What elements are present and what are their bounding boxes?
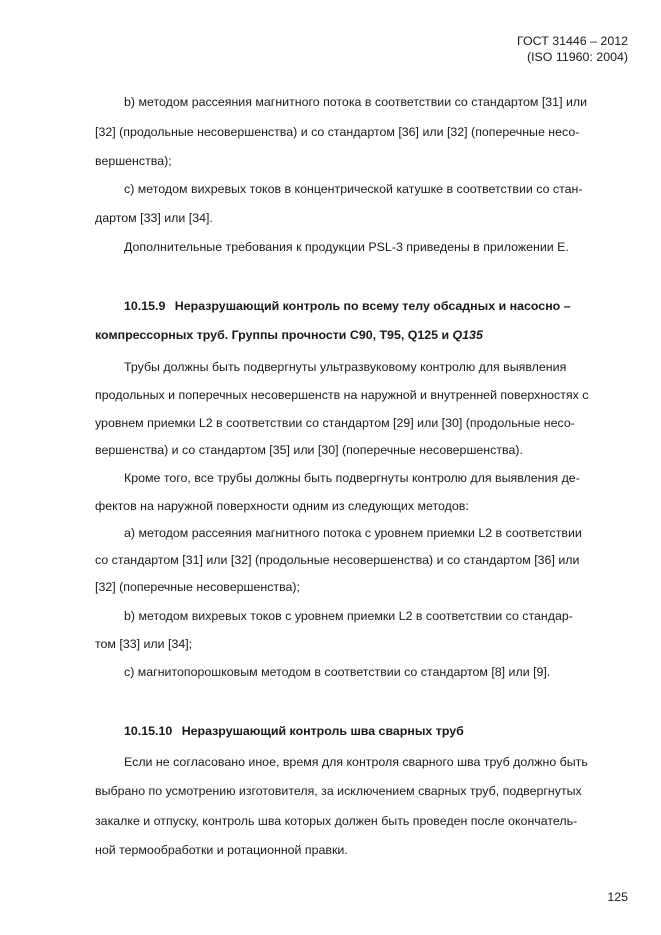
section-heading-10-15-9	[124, 299, 571, 313]
text-line: Кроме того, все трубы должны быть подвергнуты контролю для выявления де-	[124, 471, 580, 485]
text-line: выбрано по усмотрению изготовителя, за исключением сварных труб, подвергнутых	[95, 784, 582, 798]
section-heading-10-15-9-cont	[95, 328, 483, 342]
section-title-italic: Q135	[452, 328, 483, 342]
section-number: 10.15.9	[124, 299, 166, 313]
text-line: Если не согласовано иное, время для контроля сварного шва труб должно быть	[124, 755, 588, 769]
list-item-c: с) магнитопорошковым методом в соответствии со стандартом [8] или [9].	[124, 665, 551, 679]
text-line: том [33] или [34];	[95, 637, 193, 651]
text-line: Дополнительные требования к продукции PSL-3 приведены в приложении Е.	[124, 240, 569, 254]
text-line: [32] (продольные несовершенства) и со стандартом [36] или [32] (поперечные несо-	[95, 125, 580, 139]
section-title: Неразрушающий контроль шва сварных труб	[181, 724, 464, 738]
section-title: Неразрушающий контроль по всему телу обсадных и насосно –	[174, 299, 571, 313]
text-line: уровнем приемки L2 в соответствии со стандартом [29] или [30] (продольные несо-	[95, 416, 575, 430]
text-line: вершенства);	[95, 154, 172, 168]
section-title: компрессорных труб. Группы прочности С90, Т95, Q125 и	[95, 328, 453, 342]
standard-code: ГОСТ 31446 – 2012	[517, 34, 628, 48]
list-item-b: b) методом вихревых токов с уровнем приемки L2 в соответствии со стандар-	[124, 609, 573, 623]
document-header	[517, 33, 628, 65]
iso-reference: (ISO 11960: 2004)	[526, 50, 628, 64]
text-line: закалке и отпуску, контроль шва которых должен быть проведен после окончатель-	[95, 814, 578, 828]
text-line: Трубы должны быть подвергнуты ультразвуковому контролю для выявления	[124, 360, 567, 374]
list-item-a: а) методом рассеяния магнитного потока с уровнем приемки L2 в соответствии	[124, 526, 582, 540]
text-line: вершенства) и со стандартом [35] или [30] (поперечные несовершенства).	[95, 443, 523, 457]
section-heading-10-15-10	[124, 724, 464, 738]
section-number: 10.15.10	[124, 724, 173, 738]
text-line: фектов на наружной поверхности одним из следующих методов:	[95, 499, 469, 513]
text-line: продольных и поперечных несовершенств на наружной и внутренней поверхностях с	[95, 388, 589, 402]
text-line: b) методом рассеяния магнитного потока в соответствии со стандартом [31] или	[124, 95, 588, 109]
page-number: 125	[607, 890, 628, 904]
text-line: со стандартом [31] или [32] (продольные несовершенства) и со стандартом [36] или	[95, 553, 580, 567]
text-line: [32] (поперечные несовершенства);	[95, 580, 300, 594]
text-line: ной термообработки и ротационной правки.	[95, 843, 348, 857]
text-line: дартом [33] или [34].	[95, 211, 213, 225]
text-line: с) методом вихревых токов в концентрической катушке в соответствии со стан-	[124, 182, 583, 196]
